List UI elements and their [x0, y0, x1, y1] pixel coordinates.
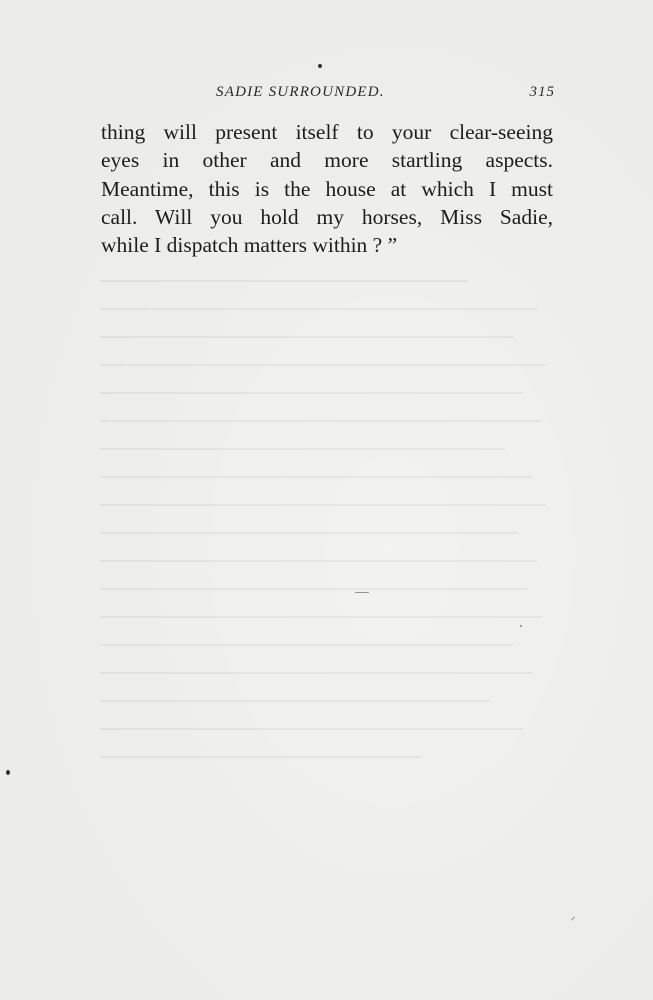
text-line: Meantime, this is the house at which I must [101, 176, 553, 201]
body-text [101, 118, 553, 259]
text-line: call. Will you hold my horses, Miss Sadie, [101, 204, 553, 229]
running-head: SADIE SURROUNDED. [216, 84, 385, 100]
paper-speck [318, 64, 322, 68]
paper-speck [6, 770, 10, 775]
show-through-texture [100, 280, 560, 900]
text-line: thing will present itself to your clear-seeing [101, 120, 553, 144]
paper-speck [520, 625, 522, 627]
paper-speck [355, 592, 369, 593]
text-line: while I dispatch matters within ? ” [101, 233, 398, 258]
paper-speck [570, 916, 575, 921]
text-line: eyes in other and more startling aspects. [101, 148, 553, 173]
page-number: 315 [529, 84, 555, 100]
page-header [100, 84, 555, 108]
